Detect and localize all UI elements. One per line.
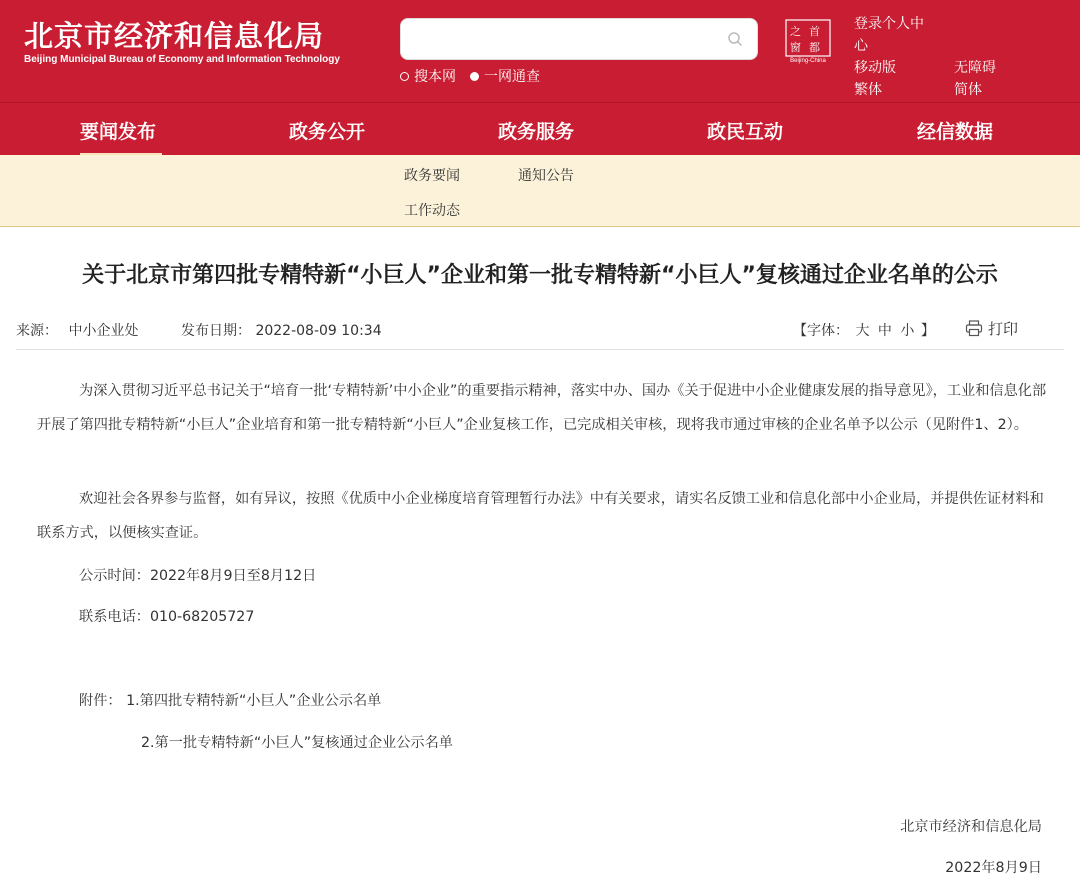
nav-item-news[interactable]: 要闻发布 xyxy=(80,121,157,143)
attachments-line-1 xyxy=(79,690,381,710)
font-size-label-close: 】 xyxy=(920,323,935,339)
attachments-line-2 xyxy=(141,732,453,752)
logo-tag: Beijing-China xyxy=(790,58,826,64)
source-value: 中小企业处 xyxy=(68,323,139,339)
article-source xyxy=(16,320,138,340)
attachment-link-2[interactable]: 2.第一批专精特新“小巨人”复核通过企业公示名单 xyxy=(141,735,453,751)
contact-phone: 联系电话：010-68205727 xyxy=(79,609,255,625)
signature-date: 2022年8月9日 xyxy=(945,860,1042,876)
subnav-item-gov-news[interactable]: 政务要闻 xyxy=(404,168,460,184)
font-size-label: 【字体： xyxy=(793,323,849,339)
font-size-switcher xyxy=(793,320,935,340)
subnav-item-notices[interactable]: 通知公告 xyxy=(518,168,574,184)
font-size-small[interactable]: 小 xyxy=(900,323,915,339)
publicity-time: 公示时间：2022年8月9日至8月12日 xyxy=(79,568,317,584)
login-link-line1: 登录个人中 xyxy=(854,16,924,32)
search-input[interactable] xyxy=(400,18,758,60)
svg-text:窗: 窗 xyxy=(790,41,801,54)
login-link[interactable] xyxy=(854,13,924,57)
simplified-chinese-link[interactable]: 简体 xyxy=(954,82,982,98)
print-button[interactable] xyxy=(965,318,1018,339)
nav-item-interaction[interactable]: 政民互动 xyxy=(707,121,784,143)
site-title[interactable]: 北京市经济和信息化局 xyxy=(24,19,325,53)
radio-unchecked-icon xyxy=(400,72,409,81)
search-scope-site-label: 搜本网 xyxy=(414,69,456,85)
search-scope-all[interactable] xyxy=(470,66,540,86)
font-size-large[interactable]: 大 xyxy=(855,323,870,339)
font-size-medium[interactable]: 中 xyxy=(877,323,892,339)
svg-text:首: 首 xyxy=(809,25,820,38)
article-title: 关于北京市第四批专精特新“小巨人”企业和第一批专精特新“小巨人”复核通过企业名单的公示 xyxy=(82,263,998,288)
attachment-link-1[interactable]: 1.第四批专精特新“小巨人”企业公示名单 xyxy=(126,693,382,709)
main-nav xyxy=(0,102,1080,155)
radio-checked-icon xyxy=(470,72,479,81)
svg-text:之: 之 xyxy=(790,25,801,38)
nav-item-gov-affairs-open[interactable]: 政务公开 xyxy=(289,121,366,143)
subnav-item-work-updates[interactable]: 工作动态 xyxy=(404,203,460,219)
meta-divider xyxy=(16,349,1064,350)
printer-icon xyxy=(965,320,983,337)
mobile-version-link[interactable]: 移动版 xyxy=(854,60,896,76)
signature-org: 北京市经济和信息化局 xyxy=(900,819,1042,835)
print-label: 打印 xyxy=(988,320,1019,338)
nav-item-data[interactable]: 经信数据 xyxy=(917,121,994,143)
site-header xyxy=(0,0,1080,102)
date-label: 发布日期： xyxy=(181,323,251,339)
article-date xyxy=(181,320,382,340)
site-subtitle: Beijing Municipal Bureau of Economy and Information Technology xyxy=(24,54,340,65)
attachments-label: 附件： xyxy=(79,693,122,709)
search-scope-site[interactable] xyxy=(400,66,456,86)
nav-item-gov-services[interactable]: 政务服务 xyxy=(498,121,575,143)
accessibility-link[interactable]: 无障碍 xyxy=(954,60,996,76)
article-paragraph-2: 欢迎社会各界参与监督，如有异议，按照《优质中小企业梯度培育管理暂行办法》中有关要求，请实名反馈工业和信息化部中小企业局，并提供佐证材料和联系方式，以便核实查证。 xyxy=(37,491,1044,541)
traditional-chinese-link[interactable]: 繁体 xyxy=(854,82,882,98)
login-link-line2: 心 xyxy=(854,38,868,54)
svg-text:都: 都 xyxy=(809,41,820,54)
date-value: 2022-08-09 10:34 xyxy=(255,323,382,339)
search-icon[interactable] xyxy=(727,31,743,47)
search-scope-options xyxy=(400,66,540,86)
sub-nav xyxy=(0,155,1080,227)
article-paragraph-1: 为深入贯彻习近平总书记关于“培育一批‘专精特新’中小企业”的重要指示精神，落实中办、国办《关于促进中小企业健康发展的指导意见》，工业和信息化部开展了第四批专精特新“小巨人”企业培育和第一批专精特新“小巨人”企业复核工作，已完成相关审核，现将我市通过审核的企业名单予以公示（见附件1、2）。 xyxy=(37,383,1047,433)
source-label: 来源： xyxy=(16,323,58,339)
search-scope-all-label: 一网通查 xyxy=(484,69,540,85)
